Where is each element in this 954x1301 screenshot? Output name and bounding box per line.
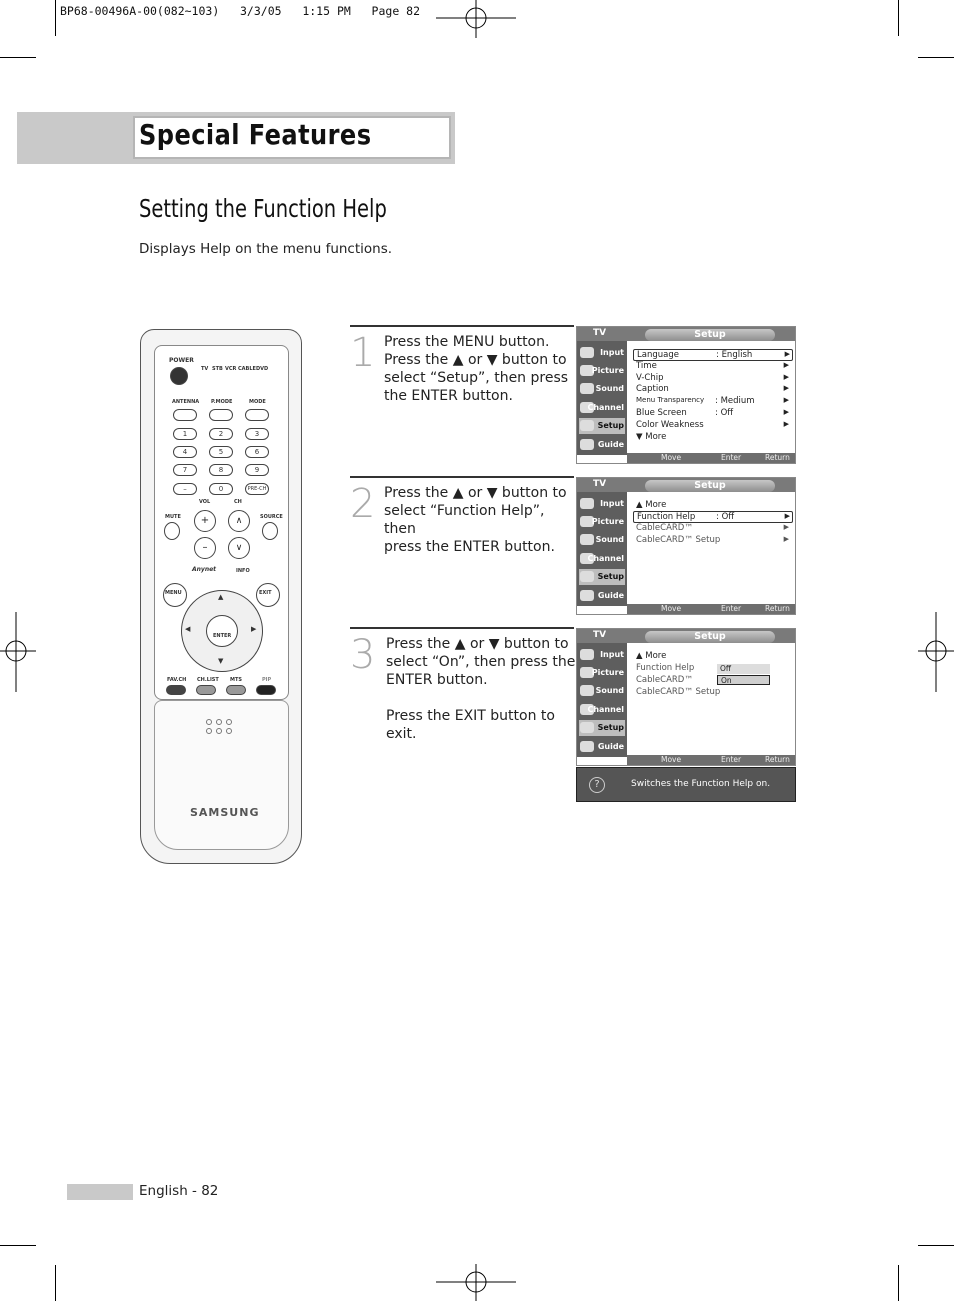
osd-side-input	[579, 496, 625, 512]
favch-label: FAV.CH	[167, 677, 187, 683]
step-text-line: ENTER button.	[386, 672, 488, 688]
chlist-label: CH.LIST	[197, 677, 219, 683]
osd-row-value: : Medium	[715, 396, 755, 406]
crop-mark	[898, 1265, 899, 1301]
print-header: BP68-00496A-00(082~103) 3/3/05 1:15 PM Page 82	[60, 4, 421, 18]
osd-row-key: V-Chip	[636, 373, 664, 383]
osd-side-picture	[579, 514, 625, 530]
anynet-label: Anynet	[192, 566, 217, 573]
footer-bar	[67, 1184, 133, 1200]
registration-mark-top	[436, 0, 516, 40]
osd-row	[633, 687, 791, 698]
osd-move-label: Move	[661, 755, 682, 764]
step-text-line: Press the ▲ or ▼ button to	[384, 352, 567, 368]
osd-side-label: Picture	[591, 517, 624, 526]
help-text: Switches the Function Help on.	[631, 779, 771, 789]
step-3-number: 3	[350, 632, 376, 678]
sound-icon	[580, 534, 594, 545]
osd-sidebar	[577, 492, 627, 606]
step-text-line	[386, 689, 576, 707]
osd-side-label: Input	[600, 499, 624, 508]
remote-hidden-buttons-icon	[205, 718, 235, 736]
section-title: Setting the Function Help	[139, 194, 387, 223]
question-icon: ?	[589, 777, 605, 793]
osd-side-setup	[579, 418, 625, 434]
osd-row-value: : Off	[715, 408, 734, 418]
chlist-button	[196, 685, 216, 695]
vol-down-button: –	[194, 537, 216, 559]
arrow-right-icon: ▶	[784, 350, 790, 358]
pip-label: PIP	[262, 677, 272, 683]
osd-row-key: Function Help	[637, 512, 696, 522]
intro-text: Displays Help on the menu functions.	[139, 241, 393, 257]
input-icon	[580, 347, 594, 358]
osd-bottombar	[627, 755, 796, 765]
osd-side-sound	[579, 381, 625, 397]
osd-side-label: Channel	[587, 554, 624, 563]
osd-row-key: Time	[636, 361, 657, 371]
mode-tv-label: TV	[201, 366, 209, 372]
osd-side-picture	[579, 363, 625, 379]
osd-screen-2	[576, 477, 796, 615]
menu-label: MENU	[165, 590, 182, 596]
right-arrow-icon: ▶	[251, 625, 257, 633]
digit-8-button: 8	[209, 464, 233, 476]
mts-label: MTS	[230, 677, 242, 683]
osd-row-key: Color Weakness	[636, 420, 704, 430]
setup-icon	[580, 420, 594, 431]
osd-move-label: Move	[661, 453, 682, 462]
osd-row	[633, 384, 791, 395]
osd-row	[633, 396, 791, 407]
step-2-rule	[350, 476, 574, 478]
guide-icon	[580, 439, 594, 450]
osd-side-label: Channel	[587, 403, 624, 412]
source-button	[262, 522, 278, 540]
osd-row	[633, 349, 793, 361]
step-text-line: Press the EXIT button to exit.	[386, 708, 555, 742]
favch-button	[166, 685, 186, 695]
help-box	[576, 767, 796, 802]
osd-row-key: Language	[637, 350, 679, 360]
registration-mark-left	[0, 612, 36, 692]
mode-dvd-label: DVD	[256, 366, 269, 372]
osd-side-label: Sound	[595, 384, 624, 393]
osd-side-label: Guide	[597, 742, 624, 751]
osd-side-input	[579, 345, 625, 361]
osd-bottombar	[627, 453, 796, 463]
osd-row-key: Caption	[636, 384, 669, 394]
digit-5-button: 5	[209, 446, 233, 458]
step-text-line: press the ENTER button.	[384, 539, 555, 555]
osd-side-guide	[579, 437, 625, 453]
arrow-right-icon: ▶	[783, 523, 789, 531]
osd-side-channel	[579, 400, 625, 416]
osd-side-label: Channel	[587, 705, 624, 714]
osd-move-label: Move	[661, 604, 682, 613]
osd-row-key: Function Help	[636, 663, 695, 673]
mode-label: MODE	[249, 399, 266, 405]
power-button	[170, 367, 188, 385]
osd-enter-label: Enter	[721, 604, 742, 613]
osd-row-key: CableCARD™ Setup	[636, 535, 721, 545]
enter-label: ENTER	[213, 633, 232, 639]
down-arrow-icon: ▼	[218, 657, 224, 665]
up-arrow-icon: ▲	[218, 593, 224, 601]
mute-button	[164, 522, 180, 540]
osd-option-off: Off	[717, 664, 770, 674]
crop-mark	[55, 1265, 56, 1301]
osd-side-channel	[579, 702, 625, 718]
osd-row-key: CableCARD™	[636, 675, 693, 685]
osd-sidebar	[577, 643, 627, 757]
osd-side-label: Input	[600, 650, 624, 659]
mode-cable-label: CABLE	[238, 366, 256, 372]
osd-side-label: Sound	[595, 535, 624, 544]
vol-up-button: +	[194, 510, 216, 532]
ch-down-button: ∨	[228, 537, 250, 559]
step-1-number: 1	[350, 330, 376, 376]
crop-mark	[55, 0, 56, 36]
pmode-button	[209, 409, 233, 421]
osd-side-setup	[579, 569, 625, 585]
arrow-right-icon: ▶	[783, 384, 789, 392]
registration-mark-right	[918, 612, 954, 692]
step-text-line: select “Setup”, then press	[384, 370, 569, 386]
arrow-right-icon: ▶	[783, 408, 789, 416]
sound-icon	[580, 383, 594, 394]
guide-icon	[580, 741, 594, 752]
digit-9-button: 9	[245, 464, 269, 476]
crop-mark	[918, 57, 954, 58]
osd-row	[633, 420, 791, 431]
setup-icon	[580, 722, 594, 733]
mute-label: MUTE	[165, 514, 181, 520]
osd-enter-label: Enter	[721, 453, 742, 462]
antenna-label: ANTENNA	[172, 399, 200, 405]
osd-side-setup	[579, 720, 625, 736]
step-text-line: the ENTER button.	[384, 388, 513, 404]
osd-side-guide	[579, 739, 625, 755]
digit-0-button: 0	[209, 483, 233, 495]
osd-side-sound	[579, 683, 625, 699]
osd-row-key: ▲ More	[636, 500, 667, 510]
input-icon	[580, 649, 594, 660]
info-label: INFO	[236, 568, 250, 574]
vol-label: VOL	[199, 499, 211, 505]
mode-vcr-label: VCR	[225, 366, 237, 372]
osd-tv-label: TV	[593, 479, 607, 489]
osd-side-sound	[579, 532, 625, 548]
crop-mark	[898, 0, 899, 36]
sound-icon	[580, 685, 594, 696]
step-text-line: Press the ▲ or ▼ button to	[384, 485, 567, 501]
osd-title: Setup	[645, 329, 775, 341]
digit-3-button: 3	[245, 428, 269, 440]
step-1-rule	[350, 325, 574, 327]
left-arrow-icon: ◀	[185, 625, 191, 633]
osd-sidebar	[577, 341, 627, 455]
osd-row-key: ▼ More	[636, 432, 667, 442]
osd-side-label: Picture	[591, 668, 624, 677]
antenna-button	[173, 409, 197, 421]
enter-button	[206, 615, 238, 647]
osd-row	[633, 361, 791, 372]
osd-side-label: Guide	[597, 591, 624, 600]
exit-label: EXIT	[259, 590, 272, 596]
osd-side-label: Setup	[597, 723, 624, 732]
step-text-line: Press the MENU button.	[384, 334, 550, 350]
osd-tv-label: TV	[593, 328, 607, 338]
osd-row	[633, 432, 791, 443]
step-2-text	[384, 484, 574, 556]
osd-row	[633, 535, 791, 546]
osd-side-guide	[579, 588, 625, 604]
osd-row-key: CableCARD™	[636, 523, 693, 533]
osd-return-label: Return	[765, 453, 790, 462]
osd-row	[633, 523, 791, 534]
power-label: POWER	[169, 357, 194, 364]
arrow-right-icon: ▶	[783, 373, 789, 381]
digit-1-button: 1	[173, 428, 197, 440]
arrow-right-icon: ▶	[783, 420, 789, 428]
osd-return-label: Return	[765, 604, 790, 613]
osd-row	[633, 408, 791, 419]
digit-4-button: 4	[173, 446, 197, 458]
osd-bottombar	[627, 604, 796, 614]
osd-row	[633, 651, 791, 662]
osd-side-label: Guide	[597, 440, 624, 449]
step-text-line: select “On”, then press the	[386, 654, 576, 670]
osd-row-key: ▲ More	[636, 651, 667, 661]
step-text-line: select “Function Help”, then	[384, 503, 545, 537]
registration-mark-bottom	[436, 1262, 516, 1301]
arrow-right-icon: ▶	[784, 512, 790, 520]
ch-up-button: ∧	[228, 510, 250, 532]
digit-7-button: 7	[173, 464, 197, 476]
step-2-number: 2	[350, 481, 376, 527]
arrow-right-icon: ▶	[783, 361, 789, 369]
samsung-logo: SAMSUNG	[190, 806, 260, 819]
osd-screen-1	[576, 326, 796, 464]
page-footer: English - 82	[139, 1183, 219, 1199]
osd-row	[633, 373, 791, 384]
osd-side-picture	[579, 665, 625, 681]
osd-side-label: Input	[600, 348, 624, 357]
osd-row-key: Blue Screen	[636, 408, 687, 418]
arrow-right-icon: ▶	[783, 396, 789, 404]
input-icon	[580, 498, 594, 509]
arrow-right-icon: ▶	[783, 535, 789, 543]
step-3-rule	[350, 627, 574, 629]
mode-button	[245, 409, 269, 421]
digit-6-button: 6	[245, 446, 269, 458]
osd-side-channel	[579, 551, 625, 567]
osd-row	[633, 500, 791, 511]
setup-icon	[580, 571, 594, 582]
digit-2-button: 2	[209, 428, 233, 440]
osd-row	[633, 511, 793, 523]
osd-row-key: Menu Transparency	[636, 396, 705, 404]
crop-mark	[0, 57, 36, 58]
osd-row-value: : English	[716, 350, 753, 360]
osd-return-label: Return	[765, 755, 790, 764]
osd-tv-label: TV	[593, 630, 607, 640]
osd-side-label: Picture	[591, 366, 624, 375]
osd-row-key: CableCARD™ Setup	[636, 687, 721, 697]
step-1-text	[384, 333, 574, 405]
chapter-title: Special Features	[139, 118, 372, 151]
osd-title: Setup	[645, 480, 775, 492]
step-text-line: Press the ▲ or ▼ button to	[386, 636, 569, 652]
dash-button: –	[173, 483, 197, 495]
osd-side-label: Setup	[597, 421, 624, 430]
osd-side-input	[579, 647, 625, 663]
osd-option-on: On	[717, 675, 770, 685]
mode-stb-label: STB	[212, 366, 223, 372]
crop-mark	[0, 1245, 36, 1246]
osd-row-value: : Off	[716, 512, 735, 522]
crop-mark	[918, 1245, 954, 1246]
pmode-label: P.MODE	[211, 399, 233, 405]
source-label: SOURCE	[260, 514, 283, 520]
step-3-text	[386, 635, 576, 743]
osd-enter-label: Enter	[721, 755, 742, 764]
osd-title: Setup	[645, 631, 775, 643]
pip-button	[256, 685, 276, 695]
mts-button	[226, 685, 246, 695]
ch-label: CH	[234, 499, 242, 505]
osd-screen-3	[576, 628, 796, 766]
prech-button: PRE-CH	[245, 483, 269, 495]
osd-side-label: Sound	[595, 686, 624, 695]
guide-icon	[580, 590, 594, 601]
osd-side-label: Setup	[597, 572, 624, 581]
